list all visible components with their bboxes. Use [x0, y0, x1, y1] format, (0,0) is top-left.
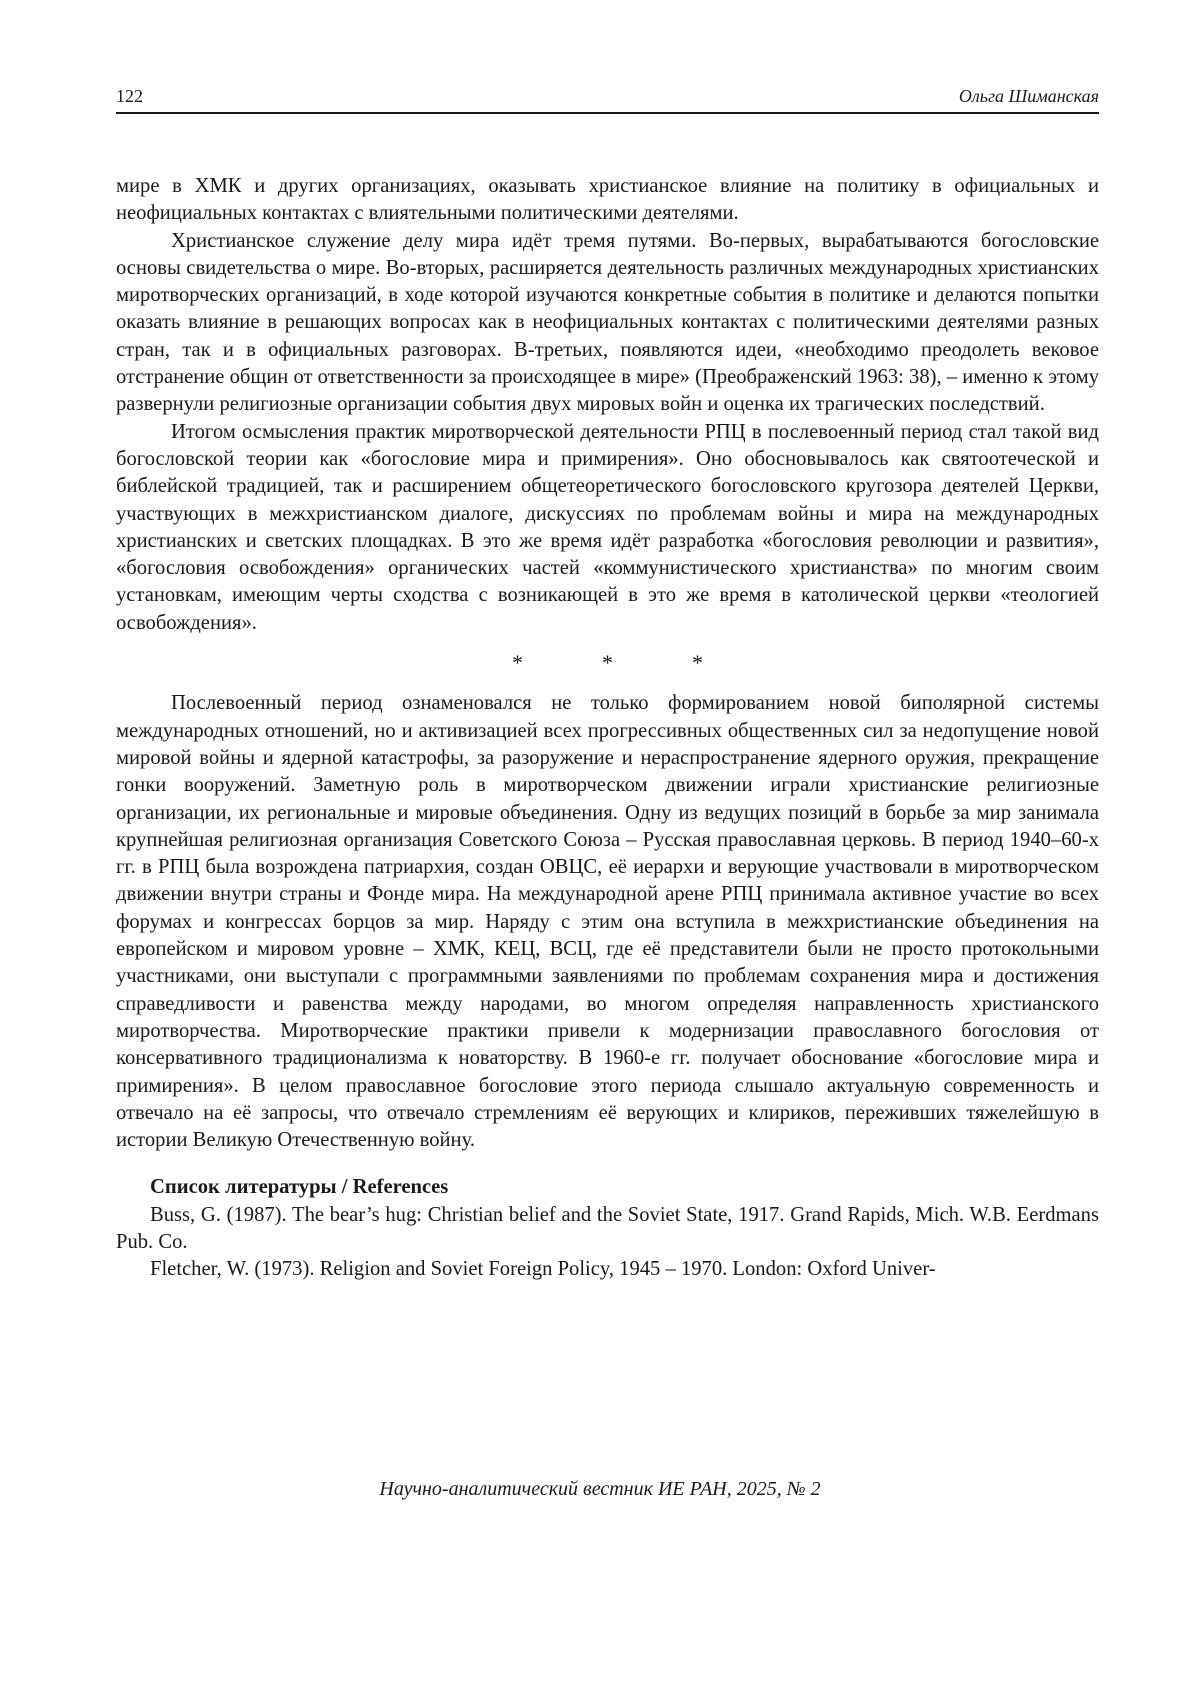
- journal-footer: Научно-аналитический вестник ИЕ РАН, 2025, № 2: [379, 1478, 821, 1500]
- paragraph-continuation: мире в ХМК и других организациях, оказывать христианское влияние на политику в официальных и неофициальных контактах с влиятельными политическими деятелями.: [116, 175, 1099, 225]
- reference-entry: Fletcher, W. (1973). Religion and Soviet Foreign Policy, 1945 – 1970. London: Oxford Univer-: [150, 1258, 936, 1281]
- separator-asterisk: *: [512, 650, 523, 676]
- article-body: [116, 173, 1099, 1284]
- references-heading: Список литературы / References: [150, 1176, 449, 1199]
- paragraph: Итогом осмысления практик миротворческой деятельности РПЦ в послевоенный период стал такой вид богословской теории как «богословие мира и примирения». Оно обосновывалось как святоотеческой и библейской традицией, так и расширением общетеоретического богословского кругозора деятелей Церкви, участвующих в межхристианском диалоге, дискуссиях по проблемам войны и мира на международных христианских и светских площадках. В это же время идёт разработка «богословия революции и развития», «богословия освобождения» органических частей «коммунистического христианства» по многим своим установкам, имеющим черты сходства с возникающей в это же время в католической церкви «теологией освобождения».: [116, 420, 1099, 634]
- paragraph: Христианское служение делу мира идёт тремя путями. Во-первых, вырабатываются богословские основы свидетельства о мире. Во-вторых, расширяется деятельность различных международных христианских миротворческих организаций, в ходе которой изучаются конкретные события в политике и делаются попытки оказать влияние в решающих вопросах как в неофициальных контактах с политическими деятелями разных стран, так и в официальных разговорах. В-третьих, появляются идеи, «необходимо преодолеть вековое отстранение общин от ответственности за происходящее в мире» (Преображенский 1963: 38), – именно к этому развернули религиозные организации события двух мировых войн и оценка их трагических последствий.: [116, 229, 1099, 416]
- section-separator: [116, 649, 1099, 676]
- running-header: [116, 86, 1099, 114]
- page-number: 122: [116, 86, 143, 106]
- paragraph: Послевоенный период ознаменовался не только формированием новой биполярной системы международных отношений, но и активизацией всех прогрессивных общественных сил за недопущение новой мировой войны и ядерной катастрофы, за разоружение и нераспространение ядерного оружия, прекращение гонки вооружений. Заметную роль в миротворческом движении играли христианские религиозные организации, их региональные и мировые объединения. Одну из ведущих позиций в борьбе за мир занимала крупнейшая религиозная организация Советского Союза – Русская православная церковь. В период 1940–60-х гг. в РПЦ была возрождена патриархия, создан ОВЦС, её иерархи и верующие участвовали в миротворческом движении внутри страны и Фонде мира. На международной арене РПЦ принимала активное участие во всех форумах и конгрессах борцов за мир. Наряду с этим она вступила в межхристианские объединения на европейском и мировом уровне – ХМК, КЕЦ, ВСЦ, где её представители были не просто протокольными участниками, они выступали с программными заявлениями по проблемам сохранения мира и достижения справедливости и равенства между народами, во многом определяя направленность христианского миротворчества. Миротворческие практики привели к модернизации православного богословия от консервативного традиционализма к новаторству. В 1960-е гг. получает обоснование «богословие мира и примирения». В целом православное богословие этого периода слышало актуальную современность и отвечало на её запросы, что отвечало стремлениям её верующих и клириков, переживших тяжелейшую в истории Великую Отечественную войну.: [116, 692, 1099, 1152]
- reference-entry: Buss, G. (1987). The bear’s hug: Christian belief and the Soviet State, 1917. Grand Rapids, Mich. W.B. Eerdmans Pub. Co.: [116, 1203, 1099, 1253]
- separator-asterisk: *: [602, 650, 613, 676]
- separator-asterisk: *: [692, 650, 703, 676]
- running-author: Ольга Шиманская: [958, 86, 1099, 106]
